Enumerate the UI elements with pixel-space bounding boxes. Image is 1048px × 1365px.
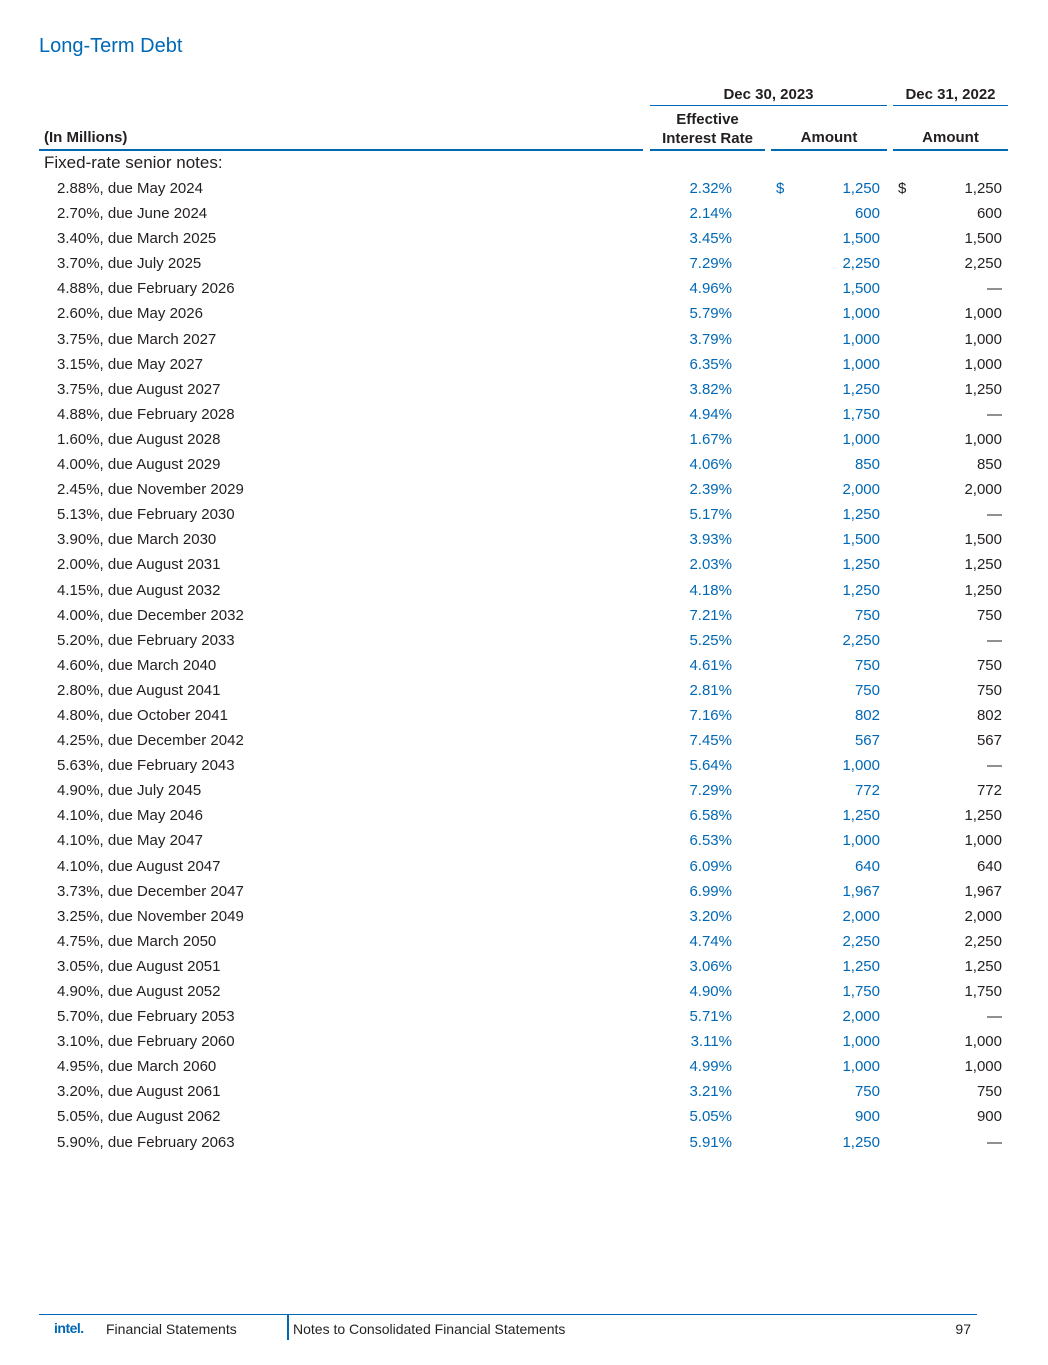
amount-prior-cell: 1,000: [964, 305, 1002, 323]
note-label: 3.40%, due March 2025: [57, 230, 217, 248]
amount-current-cell: 1,000: [842, 430, 880, 448]
amount-prior-cell: 1,500: [964, 230, 1002, 248]
amount-prior-cell: 1,967: [964, 882, 1002, 900]
amount-prior-cell: 900: [976, 1108, 1002, 1126]
effective-rate-cell: 6.35%: [689, 355, 732, 373]
effective-rate-cell: 4.96%: [689, 280, 732, 298]
amount-prior-cell: 2,000: [964, 907, 1002, 925]
table-row: [0, 427, 1048, 452]
note-label: 3.10%, due February 2060: [57, 1033, 235, 1051]
note-label: 3.25%, due November 2049: [57, 907, 244, 925]
effective-rate-header-line2: Interest Rate: [662, 130, 753, 147]
period-current-rule: [650, 105, 887, 106]
amount-current-cell: 2,250: [842, 932, 880, 950]
amount-current-cell: 1,250: [842, 380, 880, 398]
amount-current-cell: 1,250: [842, 556, 880, 574]
amount-current-cell: 1,250: [842, 957, 880, 975]
note-label: 5.90%, due February 2063: [57, 1133, 235, 1151]
effective-rate-cell: 6.09%: [689, 857, 732, 875]
amount-current-header: Amount: [800, 129, 858, 146]
amount-current-cell: 1,500: [842, 280, 880, 298]
amount-current-cell: 1,250: [842, 807, 880, 825]
note-label: 3.75%, due August 2027: [57, 380, 221, 398]
amount-prior-cell: 1,250: [964, 556, 1002, 574]
table-row: [0, 226, 1048, 251]
effective-rate-cell: 3.20%: [689, 907, 732, 925]
note-label: 3.15%, due May 2027: [57, 355, 203, 373]
table-row: [0, 352, 1048, 377]
note-label: 4.10%, due May 2046: [57, 807, 203, 825]
amount-prior-cell: 772: [976, 782, 1002, 800]
amount-current-cell: 1,000: [842, 832, 880, 850]
amount-current-cell: 2,000: [842, 1008, 880, 1026]
amount-prior-cell: 2,250: [964, 255, 1002, 273]
note-label: 4.90%, due August 2052: [57, 983, 221, 1000]
effective-rate-cell: 3.11%: [690, 1033, 732, 1051]
effective-rate-cell: 3.45%: [689, 230, 732, 248]
effective-rate-cell: 5.91%: [689, 1133, 732, 1151]
table-row: [0, 1029, 1048, 1054]
table-row: [0, 251, 1048, 276]
note-label: 4.00%, due December 2032: [57, 606, 244, 624]
note-label: 4.80%, due October 2041: [57, 706, 228, 724]
table-row: [0, 377, 1048, 402]
intel-logo: intel.: [54, 1320, 84, 1336]
effective-rate-cell: 7.29%: [689, 782, 732, 800]
amount-current-cell: 1,000: [842, 757, 880, 775]
effective-rate-cell: 6.53%: [689, 832, 732, 850]
table-row: [0, 778, 1048, 803]
amount-current-cell: 850: [854, 456, 880, 474]
note-label: 5.13%, due February 2030: [57, 506, 235, 524]
table-row: [0, 753, 1048, 778]
amount-current-cell: 1,750: [842, 983, 880, 1000]
note-label: 4.88%, due February 2028: [57, 405, 235, 423]
effective-rate-cell: 7.45%: [689, 732, 732, 750]
label-column-rule: [39, 149, 643, 151]
table-row: [0, 176, 1048, 201]
effective-rate-cell: 3.93%: [689, 531, 732, 549]
table-row: [0, 201, 1048, 226]
amount-prior-cell: 567: [976, 732, 1002, 750]
effective-rate-cell: 2.14%: [689, 205, 732, 223]
page-footer: [39, 1314, 977, 1342]
amount-current-cell: 1,250: [842, 1133, 880, 1151]
table-row: [0, 452, 1048, 477]
amount-prior-cell: 1,500: [964, 531, 1002, 549]
note-label: 4.15%, due August 2032: [57, 581, 221, 599]
amount-prior-cell: 1,000: [964, 1058, 1002, 1076]
effective-rate-cell: 2.32%: [689, 180, 732, 197]
footer-notes-link[interactable]: Notes to Consolidated Financial Statements: [293, 1321, 566, 1337]
effective-rate-cell: 4.61%: [689, 656, 732, 674]
amount-current-cell: 600: [854, 205, 880, 223]
amount-prior-cell: 750: [976, 681, 1002, 699]
footer-rule: [39, 1314, 977, 1315]
effective-rate-cell: 3.79%: [689, 330, 732, 348]
note-label: 3.20%, due August 2061: [57, 1083, 221, 1101]
amount-prior-cell: 1,250: [964, 380, 1002, 398]
effective-rate-cell: 5.64%: [689, 757, 732, 775]
amount-current-cell: 640: [854, 857, 880, 875]
effective-rate-cell: 1.67%: [689, 430, 732, 448]
note-label: 3.05%, due August 2051: [57, 957, 221, 975]
effective-rate-cell: 3.82%: [689, 380, 732, 398]
note-label: 1.60%, due August 2028: [57, 430, 221, 448]
amount-prior-cell: 1,000: [964, 1033, 1002, 1051]
amount-prior-cell: 2,250: [964, 932, 1002, 950]
note-label: 3.75%, due March 2027: [57, 330, 217, 348]
note-label: 4.60%, due March 2040: [57, 656, 217, 674]
page-number: 97: [955, 1321, 971, 1337]
section-label: Fixed-rate senior notes:: [44, 153, 223, 172]
table-row: [0, 578, 1048, 603]
effective-rate-cell: 2.39%: [689, 481, 732, 499]
amount-current-cell: 750: [854, 1083, 880, 1101]
period-prior-header: Dec 31, 2022: [905, 86, 996, 103]
amount-prior-cell: 1,250: [964, 581, 1002, 599]
table-row: [0, 301, 1048, 326]
amount-current-cell: 750: [854, 606, 880, 624]
amount-current-cell: 1,500: [842, 230, 880, 248]
amount-current-cell: 1,967: [842, 882, 880, 900]
note-label: 4.88%, due February 2026: [57, 280, 235, 298]
note-label: 2.80%, due August 2041: [57, 681, 221, 699]
effective-rate-cell: 4.94%: [689, 405, 732, 423]
effective-rate-cell: 4.18%: [689, 581, 732, 599]
amount-current-cell: 802: [854, 706, 880, 724]
effective-rate-cell: 2.03%: [689, 556, 732, 574]
amount-current-cell: 2,250: [842, 255, 880, 273]
table-row: [0, 828, 1048, 853]
amount-prior-cell: 802: [976, 706, 1002, 724]
table-row: [0, 1104, 1048, 1129]
amount-prior-cell: —: [987, 757, 1002, 775]
table-row: [0, 527, 1048, 552]
amount-current-cell: 750: [854, 681, 880, 699]
page-title: Long-Term Debt: [39, 35, 183, 57]
note-label: 4.90%, due July 2045: [57, 782, 202, 800]
amount-current-cell: 1,000: [842, 330, 880, 348]
amount-current-cell: 1,250: [842, 180, 880, 197]
note-label: 2.60%, due May 2026: [57, 305, 203, 323]
amount-current-cell: 750: [854, 656, 880, 674]
note-label: 5.05%, due August 2062: [57, 1108, 221, 1126]
amount-prior-cell: —: [987, 506, 1002, 524]
table-row: [0, 1004, 1048, 1029]
note-label: 5.63%, due February 2043: [57, 757, 235, 775]
effective-rate-cell: 4.06%: [689, 456, 732, 474]
table-row: [0, 276, 1048, 301]
table-row: [0, 904, 1048, 929]
effective-rate-cell: 2.81%: [689, 681, 732, 699]
table-row: [0, 929, 1048, 954]
amount-current-cell: 567: [854, 732, 880, 750]
amount-prior-cell: —: [987, 280, 1002, 298]
amount-prior-column-rule: [893, 149, 1008, 151]
table-row: [0, 728, 1048, 753]
effective-rate-cell: 5.79%: [689, 305, 732, 323]
amount-prior-cell: —: [987, 631, 1002, 649]
note-label: 4.10%, due August 2047: [57, 857, 221, 875]
note-label: 2.00%, due August 2031: [57, 556, 221, 574]
amount-prior-cell: 1,250: [964, 807, 1002, 825]
amount-prior-cell: 1,000: [964, 330, 1002, 348]
rate-column-rule: [650, 149, 765, 151]
table-row: [0, 502, 1048, 527]
table-row: [0, 653, 1048, 678]
effective-rate-cell: 3.21%: [689, 1083, 732, 1101]
note-label: 2.70%, due June 2024: [57, 205, 208, 223]
table-row: [0, 803, 1048, 828]
effective-rate-header-line1: Effective: [676, 111, 739, 128]
table-row: [0, 1130, 1048, 1155]
amount-current-cell: 2,000: [842, 481, 880, 499]
note-label: 4.00%, due August 2029: [57, 456, 221, 474]
period-current-header: Dec 30, 2023: [723, 86, 814, 103]
table-row: [0, 678, 1048, 703]
effective-rate-cell: 5.05%: [689, 1108, 732, 1126]
amount-prior-cell: —: [987, 1133, 1002, 1151]
amount-prior-cell: 1,000: [964, 355, 1002, 373]
table-row: [0, 1079, 1048, 1104]
effective-rate-cell: 4.74%: [689, 932, 732, 950]
amount-prior-cell: 750: [976, 606, 1002, 624]
table-row: [0, 1054, 1048, 1079]
amount-current-cell: 1,250: [842, 581, 880, 599]
amount-prior-cell: 1,250: [964, 957, 1002, 975]
amount-current-cell: 1,000: [842, 305, 880, 323]
amount-current-cell: 1,000: [842, 1058, 880, 1076]
amount-prior-cell: 750: [976, 656, 1002, 674]
note-label: 2.45%, due November 2029: [57, 481, 244, 499]
amount-current-cell: 1,750: [842, 405, 880, 423]
amount-prior-cell: 2,000: [964, 481, 1002, 499]
note-label: 4.25%, due December 2042: [57, 732, 244, 750]
table-row: [0, 703, 1048, 728]
amount-current-cell: 2,250: [842, 631, 880, 649]
amount-prior-cell: 640: [976, 857, 1002, 875]
effective-rate-cell: 4.90%: [689, 983, 732, 1000]
amount-current-cell: 1,250: [842, 506, 880, 524]
period-prior-rule: [893, 105, 1008, 106]
effective-rate-cell: 4.99%: [689, 1058, 732, 1076]
effective-rate-cell: 3.06%: [689, 957, 732, 975]
note-label: 5.20%, due February 2033: [57, 631, 235, 649]
amount-current-cell: 2,000: [842, 907, 880, 925]
table-row: [0, 628, 1048, 653]
amount-prior-cell: —: [987, 1008, 1002, 1026]
footer-section-link[interactable]: Financial Statements: [106, 1321, 237, 1337]
note-label: 4.10%, due May 2047: [57, 832, 203, 850]
amount-prior-cell: 750: [976, 1083, 1002, 1101]
effective-rate-header: [650, 110, 765, 148]
note-label: 3.90%, due March 2030: [57, 531, 217, 549]
table-row: [0, 327, 1048, 352]
table-row: [0, 979, 1048, 1004]
note-label: 5.70%, due February 2053: [57, 1008, 235, 1026]
debt-table-body: [0, 176, 1048, 1155]
note-label: 4.95%, due March 2060: [57, 1058, 217, 1076]
amount-prior-cell: 600: [976, 205, 1002, 223]
effective-rate-cell: 6.99%: [689, 882, 732, 900]
amount-prior-cell: —: [987, 405, 1002, 423]
effective-rate-cell: 7.29%: [689, 255, 732, 273]
currency-symbol: $: [776, 180, 785, 197]
units-header: (In Millions): [44, 129, 128, 146]
amount-prior-cell: 1,000: [964, 430, 1002, 448]
table-row: [0, 477, 1048, 502]
table-row: [0, 552, 1048, 577]
note-label: 4.75%, due March 2050: [57, 932, 217, 950]
amount-prior-header: Amount: [922, 129, 979, 146]
effective-rate-cell: 5.17%: [689, 506, 732, 524]
table-row: [0, 954, 1048, 979]
amount-current-cell: 1,500: [842, 531, 880, 549]
amount-current-cell: 772: [854, 782, 880, 800]
effective-rate-cell: 5.25%: [689, 631, 732, 649]
amount-current-cell: 1,000: [842, 1033, 880, 1051]
amount-prior-cell: 850: [976, 456, 1002, 474]
currency-symbol: $: [898, 180, 907, 197]
footer-divider: [287, 1315, 289, 1340]
amount-prior-cell: 1,250: [964, 180, 1002, 197]
table-row: [0, 854, 1048, 879]
amount-current-cell: 1,000: [842, 355, 880, 373]
note-label: 3.73%, due December 2047: [57, 882, 244, 900]
effective-rate-cell: 7.21%: [689, 606, 732, 624]
table-row: [0, 402, 1048, 427]
table-row: [0, 603, 1048, 628]
amount-prior-cell: 1,750: [964, 983, 1002, 1000]
effective-rate-cell: 7.16%: [689, 706, 732, 724]
note-label: 3.70%, due July 2025: [57, 255, 202, 273]
table-row: [0, 879, 1048, 904]
amount-current-column-rule: [771, 149, 887, 151]
effective-rate-cell: 6.58%: [689, 807, 732, 825]
note-label: 2.88%, due May 2024: [57, 180, 203, 197]
amount-current-cell: 900: [854, 1108, 880, 1126]
amount-prior-cell: 1,000: [964, 832, 1002, 850]
effective-rate-cell: 5.71%: [689, 1008, 732, 1026]
